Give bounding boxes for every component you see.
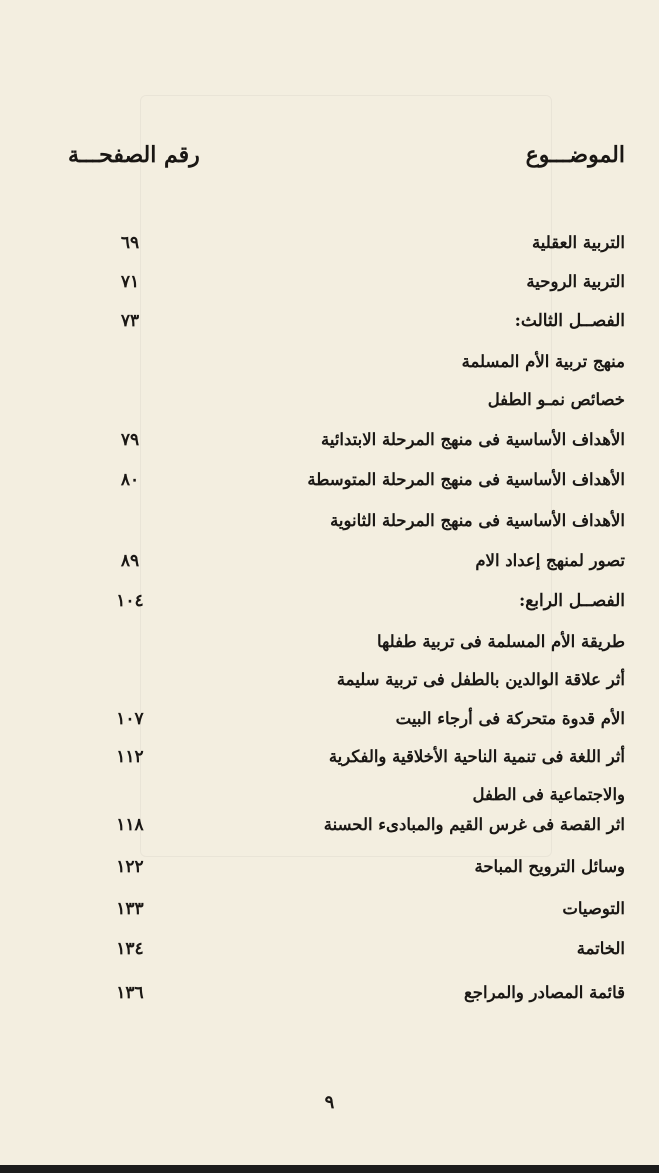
toc-entry-page: ١٣٣	[116, 899, 144, 919]
toc-row	[100, 427, 625, 467]
toc-entry-title: الخاتمة	[576, 939, 625, 958]
toc-row	[100, 508, 625, 548]
toc-entry-page: ٦٩	[120, 233, 140, 253]
toc-entry-title: الأهداف الأساسية فى منهج المرحلة الثانوية	[330, 511, 625, 530]
toc-entry-title: الأهداف الأساسية فى منهج المرحلة المتوسطة	[307, 470, 625, 489]
toc-entry-page: ١٢٢	[116, 857, 144, 877]
toc-entry-page: ١١٢	[116, 747, 144, 767]
toc-entry-title: الأم قدوة متحركة فى أرجاء البيت	[395, 709, 625, 728]
toc-row	[100, 896, 625, 936]
toc-entry-page: ١٠٤	[116, 591, 144, 611]
toc-row	[100, 706, 625, 744]
topic-column-heading: الموضـــوع	[525, 142, 625, 168]
toc-entry-title: وسائل الترويح المباحة	[474, 857, 625, 876]
toc-entry-title: والاجتماعية فى الطفل	[472, 785, 625, 804]
toc-row	[100, 230, 625, 269]
toc-row	[100, 269, 625, 308]
toc-row	[100, 936, 625, 980]
toc-header	[60, 142, 625, 182]
toc-chapter-title: الفصــل الثالث:	[514, 311, 625, 331]
toc-row	[100, 629, 625, 667]
toc-entry-title: قائمة المصادر والمراجع	[464, 983, 625, 1002]
toc-row	[100, 387, 625, 427]
toc-entry-title: اثر القصة فى غرس القيم والمبادىء الحسنة	[323, 815, 625, 834]
toc-row	[100, 744, 625, 782]
toc-entry-title: أثر اللغة فى تنمية الناحية الأخلاقية والفكرية	[328, 747, 625, 766]
toc-entry-title: التوصيات	[562, 899, 625, 918]
toc-entry-page: ٧١	[120, 272, 140, 292]
scan-edge	[0, 1165, 659, 1173]
page-number: ٩	[324, 1092, 335, 1113]
table-of-contents	[100, 230, 625, 1020]
toc-row	[100, 308, 625, 349]
toc-entry-title: منهج تربية الأم المسلمة	[461, 352, 625, 371]
toc-entry-page: ٧٩	[120, 430, 140, 450]
toc-entry-page: ١٣٦	[116, 983, 144, 1003]
toc-entry-page: ١١٨	[116, 815, 144, 835]
toc-row	[100, 980, 625, 1020]
toc-row	[100, 667, 625, 706]
toc-row	[100, 467, 625, 508]
toc-entry-page: ١٠٧	[116, 709, 144, 729]
toc-row	[100, 812, 625, 854]
toc-entry-title: أثر علاقة الوالدين بالطفل فى تربية سليمة	[336, 670, 625, 689]
toc-entry-title: التربية الروحية	[526, 272, 625, 291]
toc-row	[100, 782, 625, 812]
toc-row	[100, 548, 625, 588]
toc-row	[100, 349, 625, 387]
toc-entry-page: ١٣٤	[116, 939, 144, 959]
toc-row	[100, 854, 625, 896]
toc-entry-page: ٨٩	[120, 551, 140, 571]
toc-row	[100, 588, 625, 629]
toc-entry-page: ٨٠	[120, 470, 140, 490]
toc-entry-title: طريقة الأم المسلمة فى تربية طفلها	[377, 632, 625, 651]
page-column-heading: رقم الصفحـــة	[68, 142, 200, 168]
toc-chapter-title: الفصــل الرابع:	[518, 591, 625, 611]
toc-entry-title: الأهداف الأساسية فى منهج المرحلة الابتدائية	[321, 430, 625, 449]
toc-entry-title: التربية العقلية	[531, 233, 625, 252]
toc-entry-page: ٧٣	[120, 311, 140, 331]
toc-entry-title: تصور لمنهج إعداد الام	[475, 551, 625, 570]
toc-entry-title: خصائص نمـو الطفل	[487, 390, 625, 409]
